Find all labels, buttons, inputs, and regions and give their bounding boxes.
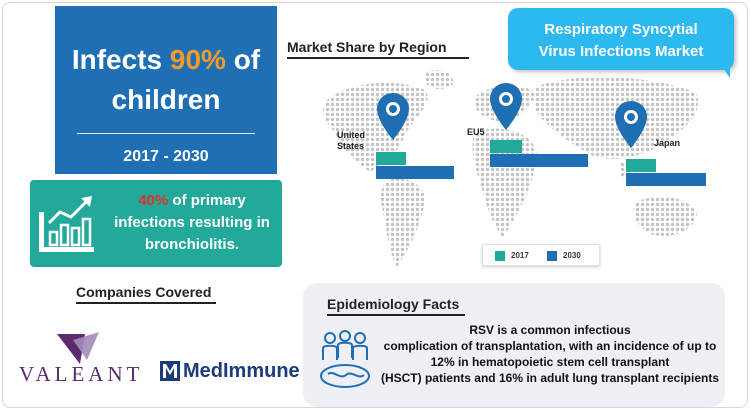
region-label-japan: Japan <box>654 138 681 148</box>
location-pin-icon <box>614 100 648 150</box>
bar-eu5-2017 <box>490 140 522 153</box>
companies-underline <box>76 302 216 304</box>
market-legend <box>482 244 600 266</box>
region-label-eu5: EU5 <box>467 127 485 137</box>
medimmune-logo-text: MedImmune <box>183 360 300 382</box>
bar-us-2030 <box>376 166 454 179</box>
bronchiolitis-percent: 40% <box>138 192 169 209</box>
bar-us-2017 <box>376 152 406 165</box>
legend-swatch-2017 <box>495 251 505 261</box>
bar-japan-2030 <box>626 173 706 186</box>
market-share-underline <box>287 57 469 59</box>
bronchiolitis-text: 40% of primary infections resulting in bronchiolitis. <box>114 192 270 253</box>
legend-label-2017: 2017 <box>511 251 529 260</box>
bar-japan-2017 <box>626 159 656 172</box>
legend-label-2030: 2030 <box>563 251 581 260</box>
headline-divider <box>77 133 255 134</box>
growth-chart-icon <box>36 192 96 254</box>
callout-tail <box>720 64 730 78</box>
companies-title: Companies Covered <box>76 284 212 300</box>
market-share-title: Market Share by Region <box>287 39 447 55</box>
headline-percent: 90% <box>169 44 226 75</box>
valeant-logo-icon <box>55 330 105 366</box>
callout-line1: Respiratory Syncytial <box>544 21 698 38</box>
headline-years: 2017 - 2030 <box>123 148 209 165</box>
valeant-logo-text: VALEANT <box>19 362 144 386</box>
market-title-callout <box>508 8 734 70</box>
medimmune-logo-icon <box>160 361 180 381</box>
region-label-us: United States <box>337 130 365 151</box>
epidemiology-underline <box>327 314 465 316</box>
bronchiolitis-box <box>30 180 282 267</box>
legend-swatch-2030 <box>547 251 557 261</box>
bar-eu5-2030 <box>490 154 588 167</box>
population-icon <box>318 330 372 390</box>
headline-box <box>55 6 277 174</box>
headline-line1: Infects 90% of <box>71 44 261 75</box>
location-pin-icon <box>376 92 410 142</box>
location-pin-icon <box>489 82 523 132</box>
callout-line2: Virus Infections Market <box>538 43 704 60</box>
epidemiology-title: Epidemiology Facts <box>327 296 460 312</box>
headline-line2: children <box>111 84 221 115</box>
epidemiology-text: RSV is a common infectious complication of transplantation, with an incidence of up to 12% in hematopoietic stem cell transplant (HSCT) patients and 16% in adult lung transplant recipients <box>380 323 720 385</box>
